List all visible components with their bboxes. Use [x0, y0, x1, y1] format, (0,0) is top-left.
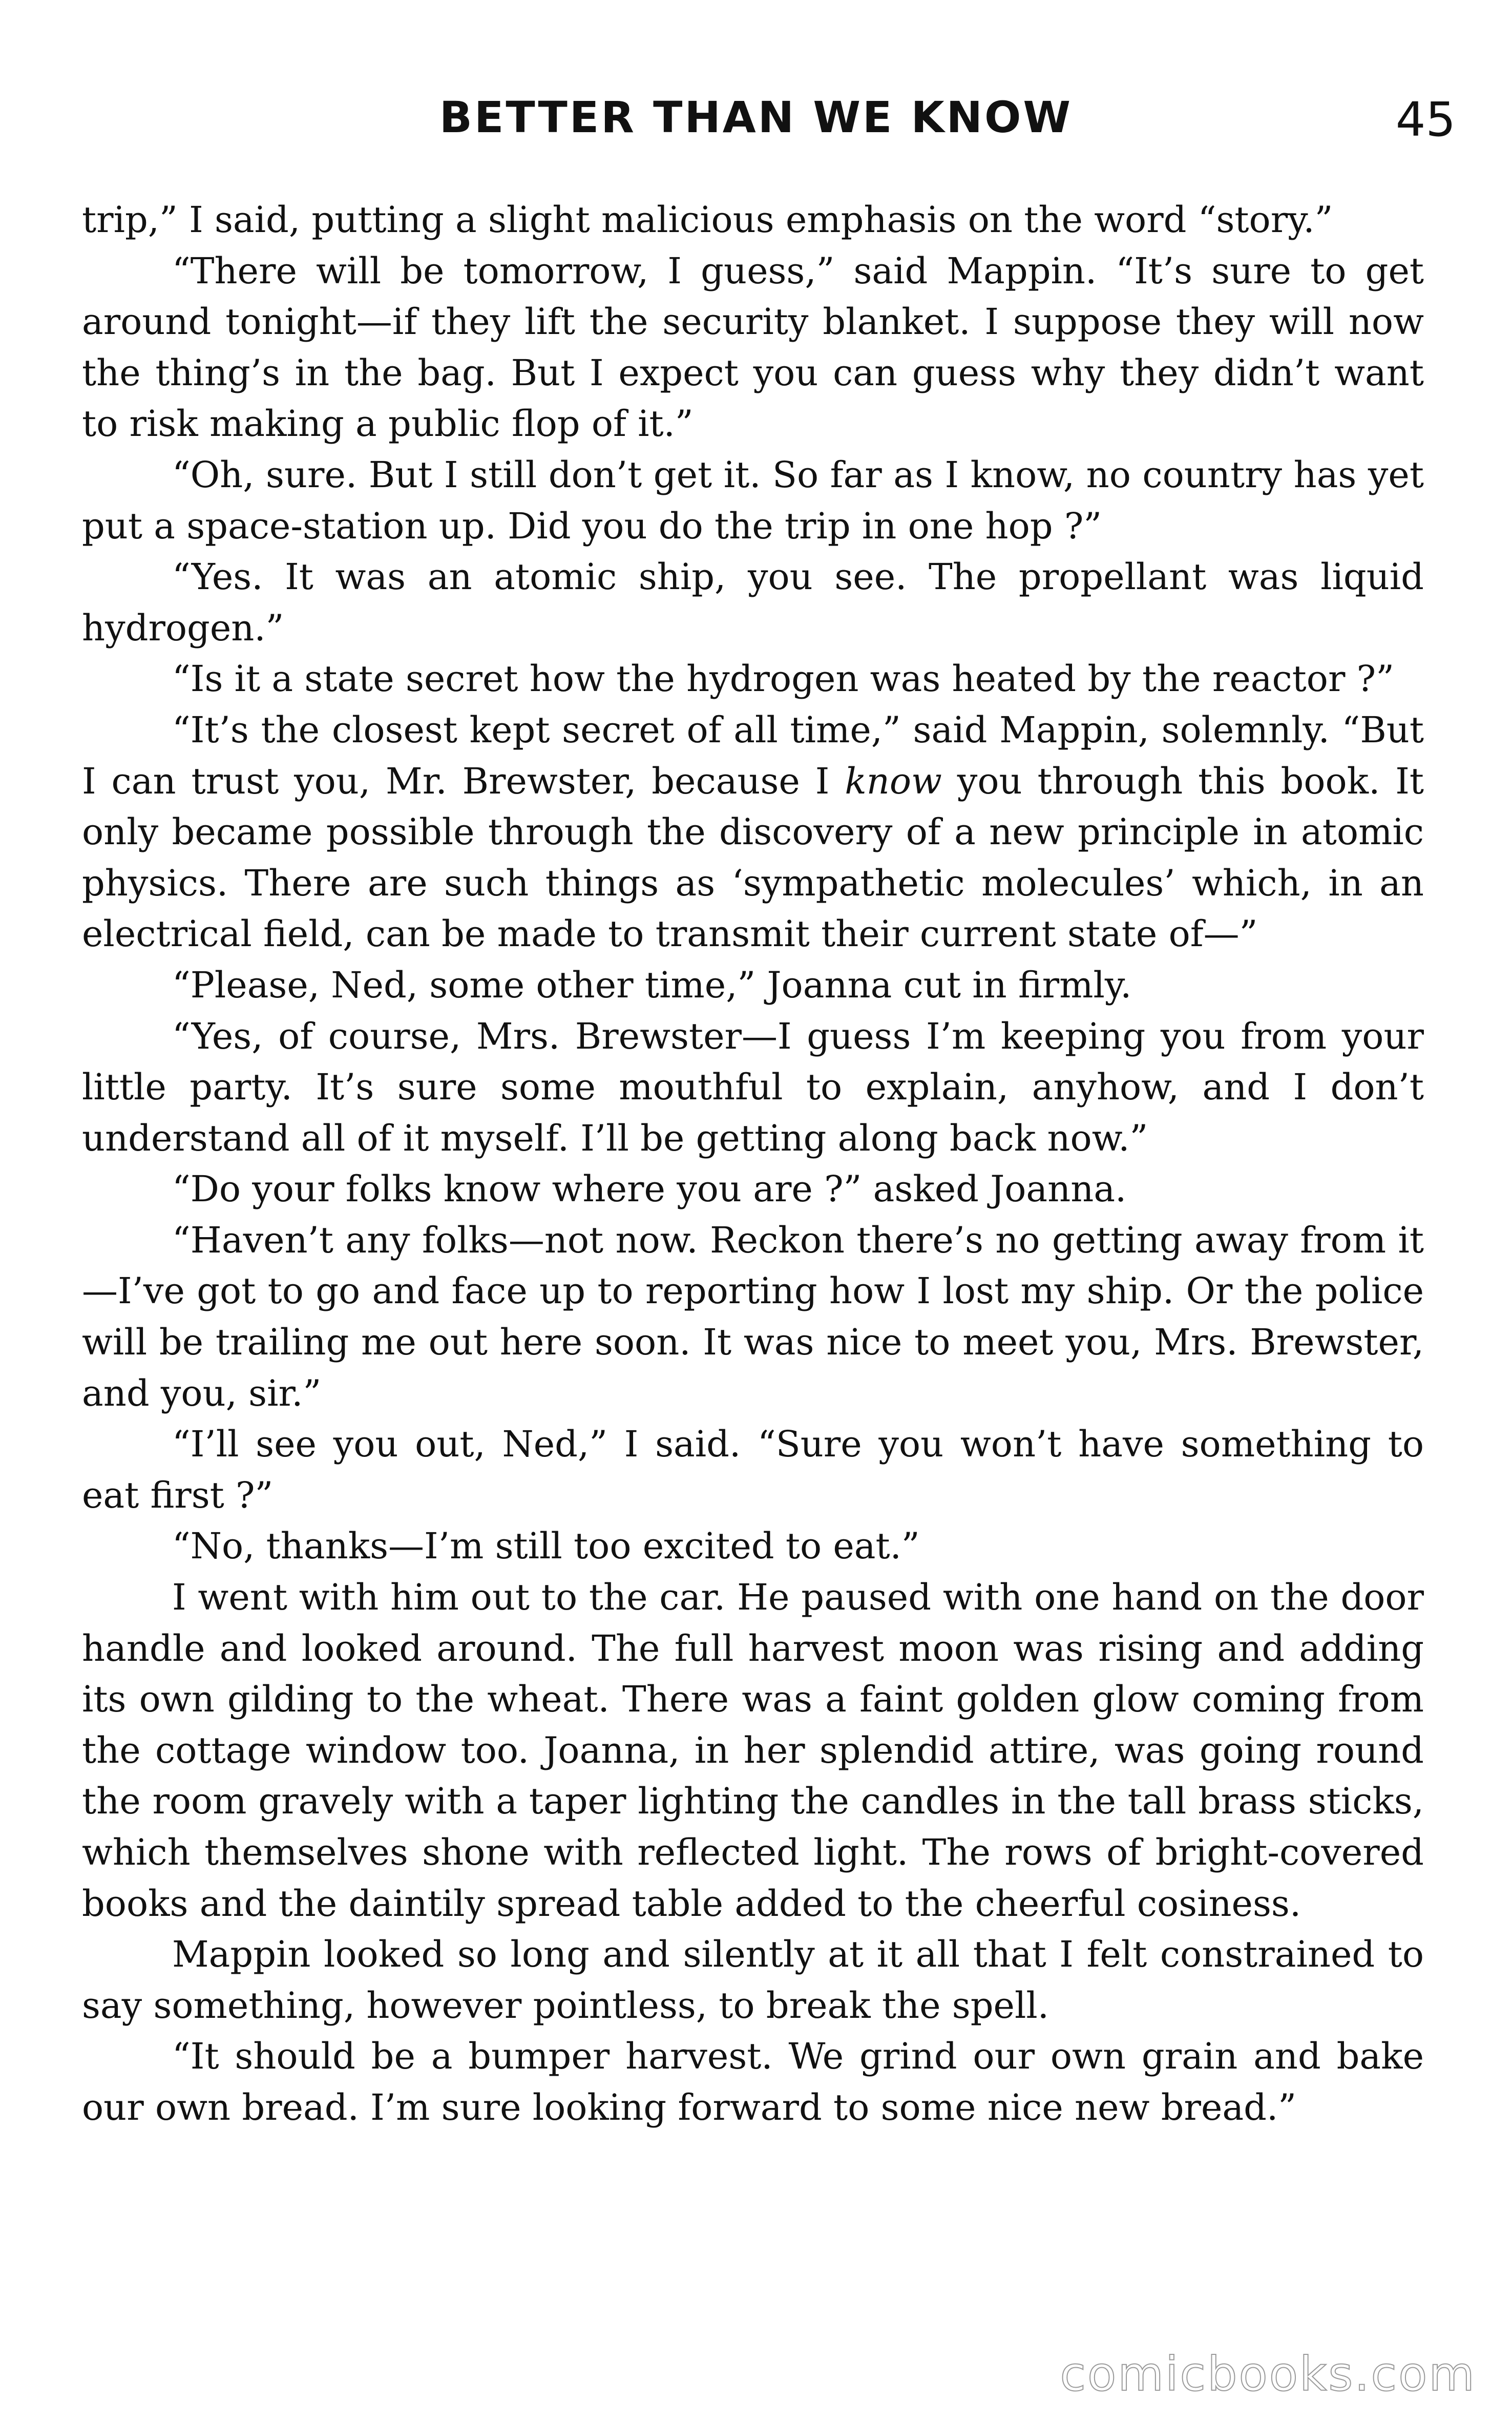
- paragraph-8: “Yes, of course, Mrs. Brewster—I guess I’m keeping you from your little party. It’s sure some mouthful to explain, anyhow, and I don’t understand all of it myself. I’ll be getting along back now.”: [82, 1015, 1424, 1159]
- running-title: BETTER THAN WE KNOW: [439, 92, 1073, 142]
- paragraph-14: Mappin looked so long and silently at it all that I felt constrained to say something, however pointless, to break the spell.: [82, 1933, 1424, 2027]
- paragraph-9: “Do your folks know where you are ?” asked Joanna.: [172, 1168, 1127, 1210]
- paragraph-5: “Is it a state secret how the hydrogen was heated by the reactor ?”: [172, 658, 1394, 700]
- paragraph-11: “I’ll see you out, Ned,” I said. “Sure you won’t have something to eat first ?”: [82, 1423, 1424, 1516]
- paragraph-10: “Haven’t any folks—not now. Reckon there’s no getting away from it—I’ve got to go and face up to reporting how I lost my ship. Or the police will be trailing me out here soon. It was nice to meet you, Mrs. Brewster, and you, sir.”: [82, 1219, 1424, 1414]
- emphasis-know: know: [845, 760, 942, 802]
- paragraph-15: “It should be a bumper harvest. We grind our own grain and bake our own bread. I’m sure looking forward to some nice new bread.”: [82, 2035, 1424, 2128]
- paragraph-6-end: you through this book. It only became possible through the discovery of a new principle in atomic physics. There are such things as ‘sympathetic molecules’ which, in an electrical field, can be made to transmit their current state of—”: [82, 760, 1424, 955]
- paragraph-2: “There will be tomorrow, I guess,” said Mappin. “It’s sure to get around tonight—if they lift the security blanket. I suppose they will now the thing’s in the bag. But I expect you can guess why they didn’t want to risk making a public flop of it.”: [82, 249, 1424, 445]
- paragraph-7: “Please, Ned, some other time,” Joanna cut in firmly.: [172, 964, 1132, 1006]
- paragraph-3: “Oh, sure. But I still don’t get it. So far as I know, no country has yet put a space-station up. Did you do the trip in one hop ?”: [82, 453, 1424, 547]
- watermark: comicbooks.com: [1060, 2347, 1476, 2402]
- paragraph-6: [82, 705, 1424, 960]
- paragraph-1: trip,” I said, putting a slight malicious emphasis on the word “story.”: [82, 199, 1333, 241]
- paragraph-12: “No, thanks—I’m still too excited to eat.”: [172, 1525, 920, 1568]
- body-text: [82, 195, 1424, 2134]
- page-number: 45: [1395, 92, 1456, 147]
- paragraph-13: I went with him out to the car. He paused with one hand on the door handle and looked around. The full harvest moon was rising and adding its own gilding to the wheat. There was a faint golden glow coming from the cottage window too. Joanna, in her splendid attire, was going round the room gravely with a taper lighting the candles in the tall brass sticks, which themselves shone with reflected light. The rows of bright-covered books and the daintily spread table added to the cheerful cosiness.: [82, 1576, 1424, 1925]
- paragraph-4: “Yes. It was an atomic ship, you see. The propellant was liquid hydrogen.”: [82, 556, 1424, 649]
- paragraph-6-start: “It’s the closest kept secret of all time,” said Mappin, solemnly. “But I can trust you, Mr. Brewster, because I: [82, 708, 1424, 802]
